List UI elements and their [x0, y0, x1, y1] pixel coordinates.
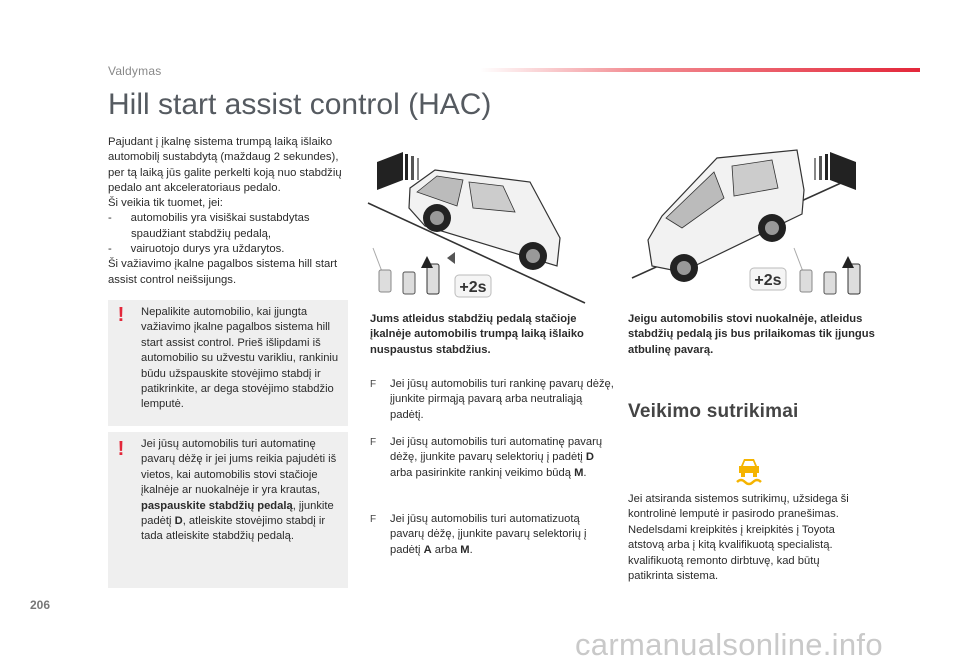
van-icon: [648, 150, 804, 282]
bullet-text-part: .: [469, 543, 473, 556]
bullet-text-part: arba pasirinkite rankinį veikimo būdą: [390, 466, 575, 479]
exclamation-icon: !: [117, 304, 125, 326]
warning-text-part: , įjunkite padėtį: [141, 499, 334, 528]
bullet-text-bold: M: [460, 543, 470, 556]
arrow-force-icon: [814, 152, 856, 190]
van-icon: [409, 170, 560, 270]
dash: -: [108, 212, 112, 225]
bullet-automated-text: [390, 512, 616, 558]
bullet-automated: [370, 512, 616, 558]
bullet-text-part: arba: [431, 543, 461, 556]
caption-uphill: Jums atleidus stabdžių pedalą stačioje įkalnėje automobilis trumpą laiką išlaiko nuspaustus stabdžius.: [370, 313, 584, 356]
bullet-text-part: .: [583, 466, 587, 479]
intro-item-1: [108, 211, 348, 226]
malfunction-text: Jei atsiranda sistemos sutrikimų, užsidega ši kontrolinė lemputė ir pasirodo pranešimas. Nedelsdami kreipkitės į kreipkitės į Toyota atstovą arba į kitą kvalifikuotą specialistą. kvalifikuotą remonto dirbtuvę, kad būtų patikrinta sistema.: [628, 493, 849, 583]
intro-text: [108, 135, 348, 288]
header-rule: [480, 68, 920, 72]
intro-item-1-text: automobilis yra visiškai sustabdytas: [130, 212, 310, 225]
bullet-automatic: [370, 435, 616, 481]
warning-box-automatic: [108, 432, 348, 588]
warning-box-parking: [108, 300, 348, 426]
bullet-text-bold: A: [423, 543, 432, 556]
intro-paragraph-1: Pajudant į įkalnę sistema trumpą laiką išlaiko automobilį sustabdytą (maždaug 2 sekundes), per tą laiką jūs galite perkelti koją nuo stabdžių pedalo ant akceleratoriaus pedalo.: [108, 136, 342, 194]
bullet-text-part: Jei jūsų automobilis turi automatizuotą pavarų dėžę, įjunkite pavarų selektorių į padėtį: [390, 513, 587, 556]
pedals-icon: [373, 248, 455, 294]
caption-downhill: Jeigu automobilis stovi nuokalnėje, atleidus stabdžių pedalą jis bus prilaikomas tik įjungus atbulinę pavarą.: [628, 313, 875, 356]
warning-text-parking: Nepalikite automobilio, kai įjungta važiavimo įkalne pagalbos sistema hill start assist control. Prieš išlipdami iš automobilio su užvestu varikliu, rankiniu būdu užspauskite stovėjimo stabdį ir patikrinkite, ar dega stovėjimo stabdžio lemputė.: [141, 306, 339, 411]
badge-uphill-label: +2s: [459, 279, 487, 296]
malfunction-heading: Veikimo sutrikimai: [628, 401, 799, 422]
bullet-text-bold: D: [585, 451, 594, 464]
bullet-text-part: Jei jūsų automobilis turi automatinę pavarų dėžę, įjunkite pavarų selektorių į padėtį: [390, 436, 603, 464]
bullet-manual-text: Jei jūsų automobilis turi rankinę pavarų dėžę, įjunkite pirmąją pavarą arba neutraliąją padėtį.: [390, 378, 614, 421]
bullet-text-bold: M: [574, 466, 584, 479]
bullet-marker: F: [370, 437, 377, 448]
arrow-force-icon: [377, 152, 419, 190]
pedals-icon: [794, 248, 860, 294]
warning-text-automatic: [141, 437, 341, 545]
watermark: carmanualsonline.info: [575, 627, 883, 662]
intro-item-1-cont: spaudžiant stabdžių pedalą,: [131, 227, 272, 240]
page-title: Hill start assist control (HAC): [108, 88, 492, 121]
bullet-automatic-text: [390, 435, 616, 481]
bullet-marker: F: [370, 514, 377, 525]
uphill-van-illustration: [365, 148, 615, 308]
intro-item-2: [108, 242, 348, 257]
warning-text-bold: D: [174, 515, 183, 528]
warning-text-part: Jei jūsų automobilis turi automatinę pavarų dėžę ir jei jums reikia pajudėti iš vietos, kai automobilis stovi stačioje įkalnėje ar nuokalnėje ir yra krautas,: [141, 438, 337, 497]
intro-paragraph-2: Ši veikia tik tuomet, jei:: [108, 197, 223, 210]
page-number: 206: [30, 598, 51, 612]
dash: -: [108, 243, 112, 256]
warning-text-part: , atleiskite stovėjimo stabdį ir tada atleiskite stabdžių pedalą.: [141, 515, 326, 543]
hill-assist-warning-icon: [732, 452, 766, 486]
exclamation-icon: !: [117, 438, 125, 460]
bullet-manual: [370, 377, 616, 423]
bullet-marker: F: [370, 379, 377, 390]
intro-paragraph-3: Ši važiavimo įkalne pagalbos sistema hill start assist control neišsijungs.: [108, 258, 338, 286]
warning-text-bold: paspauskite stabdžių pedalą: [141, 499, 293, 512]
intro-item-2-text: vairuotojo durys yra uždarytos.: [130, 243, 285, 256]
section-label: Valdymas: [108, 64, 162, 78]
badge-downhill-label: +2s: [754, 272, 782, 289]
downhill-van-illustration: [622, 148, 872, 308]
